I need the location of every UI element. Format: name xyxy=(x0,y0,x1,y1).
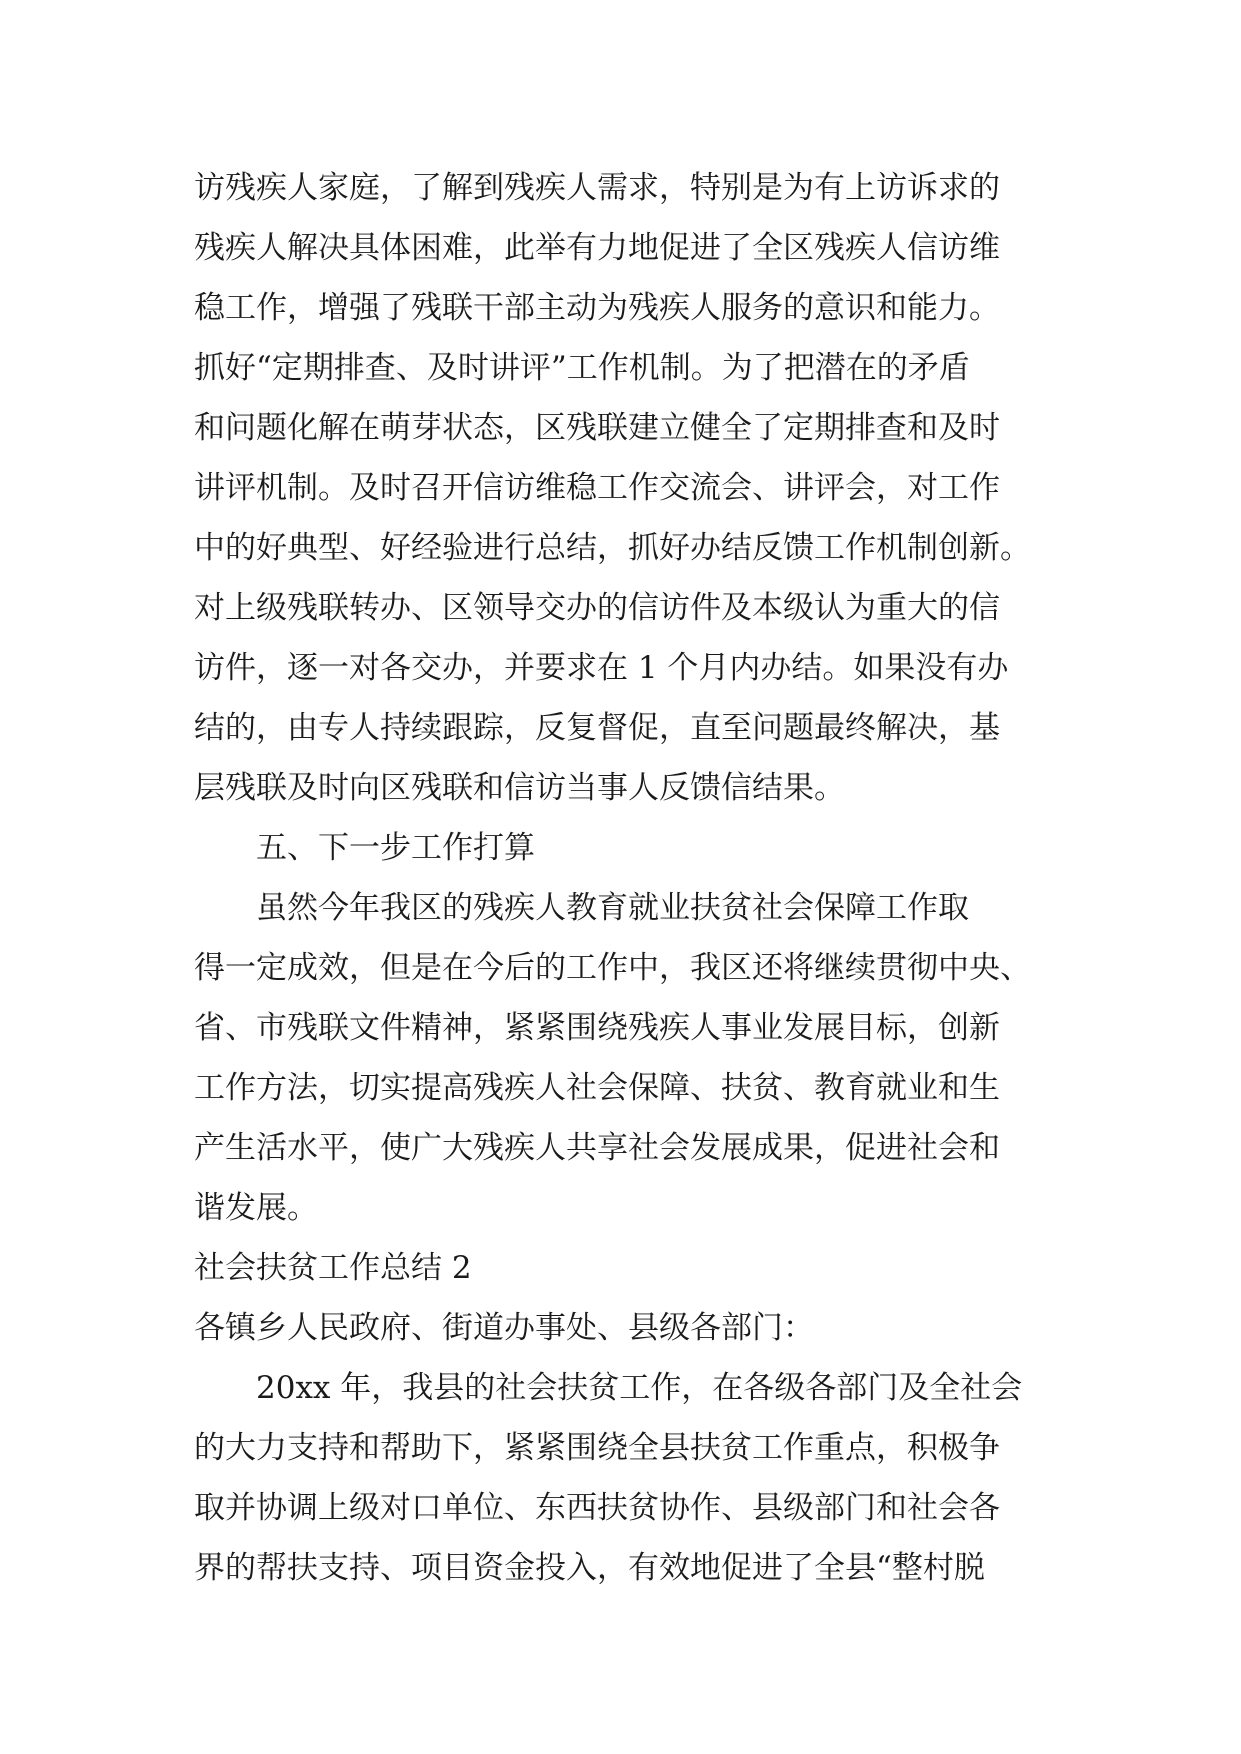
text-line: 对上级残联转办、区领导交办的信访件及本级认为重大的信 xyxy=(194,590,1000,626)
text-line: 的大力支持和帮助下，紧紧围绕全县扶贫工作重点，积极争 xyxy=(194,1430,1000,1466)
text-line: 工作方法，切实提高残疾人社会保障、扶贫、教育就业和生 xyxy=(194,1070,1000,1106)
text-line: 谐发展。 xyxy=(194,1190,318,1226)
text-line: 抓好“定期排查、及时讲评”工作机制。为了把潜在的矛盾 xyxy=(194,350,970,386)
text-line: 取并协调上级对口单位、东西扶贫协作、县级部门和社会各 xyxy=(194,1490,1000,1526)
salutation: 各镇乡人民政府、街道办事处、县级各部门： xyxy=(194,1310,814,1346)
text-line: 残疾人解决具体困难，此举有力地促进了全区残疾人信访维 xyxy=(194,230,1000,266)
section-heading: 五、下一步工作打算 xyxy=(256,830,535,866)
text-line: 虽然今年我区的残疾人教育就业扶贫社会保障工作取 xyxy=(256,890,969,926)
text-line: 访件，逐一对各交办，并要求在 1 个月内办结。如果没有办 xyxy=(194,650,1009,686)
text-line: 20xx 年，我县的社会扶贫工作，在各级各部门及全社会 xyxy=(256,1370,1023,1406)
text-line: 稳工作，增强了残联干部主动为残疾人服务的意识和能力。 xyxy=(194,290,1000,326)
text-line: 中的好典型、好经验进行总结，抓好办结反馈工作机制创新。 xyxy=(194,530,1031,566)
text-line: 得一定成效，但是在今后的工作中，我区还将继续贯彻中央、 xyxy=(194,950,1031,986)
document-title: 社会扶贫工作总结 2 xyxy=(194,1250,472,1286)
text-line: 访残疾人家庭，了解到残疾人需求，特别是为有上访诉求的 xyxy=(194,170,1000,206)
text-line: 省、市残联文件精神，紧紧围绕残疾人事业发展目标，创新 xyxy=(194,1010,1000,1046)
text-line: 产生活水平，使广大残疾人共享社会发展成果，促进社会和 xyxy=(194,1130,1000,1166)
text-line: 层残联及时向区残联和信访当事人反馈信结果。 xyxy=(194,770,845,806)
text-line: 和问题化解在萌芽状态，区残联建立健全了定期排查和及时 xyxy=(194,410,1000,446)
text-line: 结的，由专人持续跟踪，反复督促，直至问题最终解决，基 xyxy=(194,710,1000,746)
text-line: 界的帮扶支持、项目资金投入，有效地促进了全县“整村脱 xyxy=(194,1550,985,1586)
text-line: 讲评机制。及时召开信访维稳工作交流会、讲评会，对工作 xyxy=(194,470,1000,506)
